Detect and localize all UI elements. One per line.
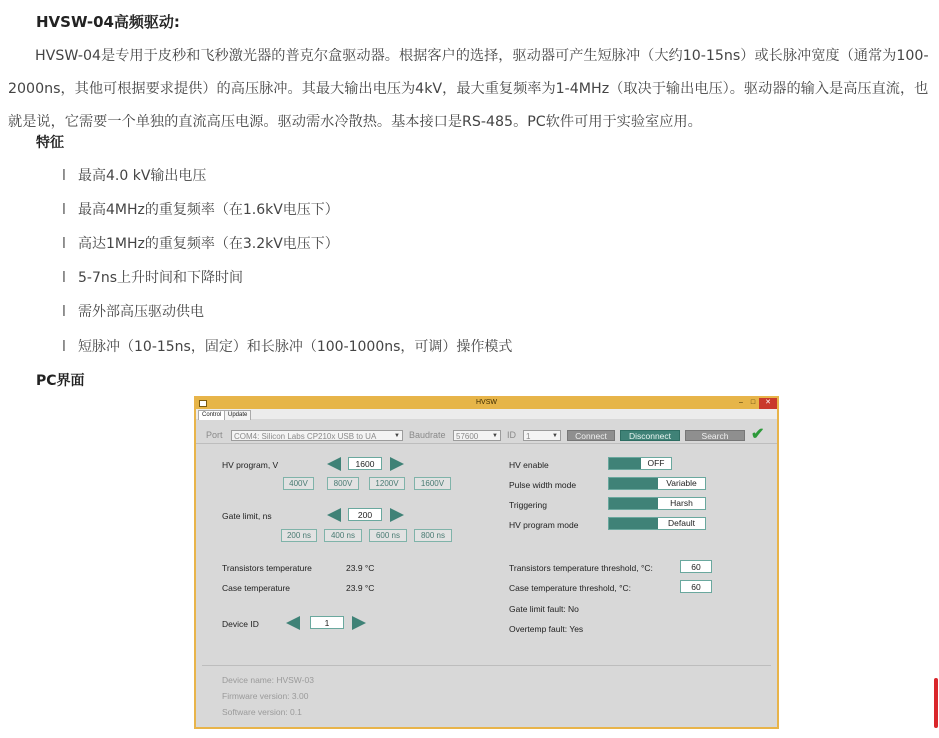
gate-limit-label: Gate limit, ns (222, 511, 272, 521)
device-name: Device name: HVSW-03 (222, 675, 314, 685)
preset-800ns-button[interactable]: 800 ns (414, 529, 452, 542)
search-button[interactable]: Search (685, 430, 745, 441)
preset-400ns-button[interactable]: 400 ns (324, 529, 362, 542)
connection-bar (196, 419, 777, 444)
bullet-marker: l (62, 236, 66, 252)
hv-program-mode-toggle[interactable] (608, 517, 706, 530)
baudrate-value: 57600 (456, 432, 479, 441)
minimize-icon[interactable]: – (739, 399, 743, 406)
increase-gate-arrow-icon[interactable] (390, 508, 404, 522)
pc-interface-heading: PC界面 (36, 373, 85, 389)
overtemp-fault-status: Overtemp fault: Yes (509, 624, 584, 634)
increase-device-id-arrow-icon[interactable] (352, 616, 366, 630)
check-icon: ✔ (751, 426, 765, 443)
hv-enable-toggle[interactable] (608, 457, 672, 470)
tab-update[interactable]: Update (224, 410, 251, 420)
intro-paragraph: HVSW-04是专用于皮秒和飞秒激光器的普克尔盒驱动器。根据客户的选择，驱动器可产生短脉冲（大约10-15ns）或长脉冲宽度（通常为100-2000ns，其他可根据要求提供）的高压脉冲。其最大输出电压为4kV，最大重复频率为1-4MHz（取决于输出电压）。驱动器的输入是高压直流，也就是说，它需要一个单独的直流高压电源。驱动需水冷散热。基本接口是RS-485。PC软件可用于实验室应用。 (8, 48, 929, 130)
feature-text: 高达1MHz的重复频率（在3.2kV电压下） (78, 236, 339, 252)
feature-text: 需外部高压驱动供电 (78, 304, 204, 320)
feature-item (62, 267, 243, 287)
preset-400v-button[interactable]: 400V (283, 477, 314, 490)
hv-program-input[interactable]: 1600 (348, 457, 382, 470)
pulse-width-mode-label: Pulse width mode (509, 480, 577, 490)
toggle-knob (609, 458, 641, 469)
gate-limit-input[interactable]: 200 (348, 508, 382, 521)
triggering-value: Harsh (658, 498, 705, 509)
transistors-threshold-label: Transistors temperature threshold, °C: (509, 563, 653, 573)
window-title: HVSW (476, 399, 497, 406)
window-titlebar (196, 398, 777, 409)
toggle-knob (609, 498, 658, 509)
preset-200ns-button[interactable]: 200 ns (281, 529, 317, 542)
feature-item (62, 301, 204, 321)
hv-program-label: HV program, V (222, 460, 279, 470)
tab-strip (196, 409, 777, 419)
hv-enable-label: HV enable (509, 460, 549, 470)
preset-800v-button[interactable]: 800V (327, 477, 359, 490)
case-temperature-value: 23.9 °C (346, 583, 375, 593)
hv-program-mode-label: HV program mode (509, 520, 579, 530)
port-value: COM4: Silicon Labs CP210x USB to UA (234, 432, 377, 441)
decrease-gate-arrow-icon[interactable] (327, 508, 341, 522)
preset-600ns-button[interactable]: 600 ns (369, 529, 407, 542)
case-threshold-input[interactable]: 60 (680, 580, 712, 593)
feature-item (62, 165, 206, 185)
window-controls (735, 398, 777, 409)
chevron-down-icon: ▼ (394, 433, 400, 439)
toggle-knob (609, 518, 658, 529)
firmware-version: Firmware version: 3.00 (222, 691, 309, 701)
increase-hv-arrow-icon[interactable] (390, 457, 404, 471)
bullet-marker: l (62, 202, 66, 218)
case-threshold-label: Case temperature threshold, °C: (509, 583, 631, 593)
maximize-icon[interactable]: □ (750, 399, 756, 406)
chevron-down-icon: ▼ (492, 433, 498, 439)
port-label: Port (206, 430, 223, 440)
port-select[interactable] (231, 430, 403, 441)
triggering-toggle[interactable] (608, 497, 706, 510)
doc-title: HVSW-04高频驱动: (36, 13, 180, 31)
transistors-temperature-value: 23.9 °C (346, 563, 375, 573)
bullet-marker: l (62, 270, 66, 286)
baudrate-label: Baudrate (409, 430, 446, 440)
transistors-threshold-input[interactable]: 60 (680, 560, 712, 573)
decrease-hv-arrow-icon[interactable] (327, 457, 341, 471)
id-select[interactable] (523, 430, 561, 441)
transistors-temperature-label: Transistors temperature (222, 563, 312, 573)
hv-program-mode-value: Default (658, 518, 705, 529)
app-window (194, 396, 779, 729)
feature-text: 短脉冲（10-15ns，固定）和长脉冲（100-1000ns，可调）操作模式 (78, 339, 513, 355)
bullet-marker: l (62, 304, 66, 320)
connect-button[interactable]: Connect (567, 430, 615, 441)
triggering-label: Triggering (509, 500, 547, 510)
pulse-width-mode-toggle[interactable] (608, 477, 706, 490)
id-label: ID (507, 430, 516, 440)
feature-text: 最高4.0 kV输出电压 (78, 168, 207, 184)
gate-limit-fault-status: Gate limit fault: No (509, 604, 579, 614)
feature-item (62, 233, 339, 253)
close-icon[interactable]: ✕ (759, 398, 777, 409)
disconnect-button[interactable]: Disconnect (620, 430, 680, 441)
footer-divider (202, 665, 771, 666)
bullet-marker: l (62, 339, 66, 355)
id-value: 1 (526, 432, 531, 441)
pulse-width-mode-value: Variable (658, 478, 705, 489)
preset-1200v-button[interactable]: 1200V (369, 477, 405, 490)
case-temperature-label: Case temperature (222, 583, 291, 593)
scroll-indicator[interactable] (934, 678, 938, 728)
chevron-down-icon: ▼ (552, 433, 558, 439)
software-version: Software version: 0.1 (222, 707, 302, 717)
toggle-knob (609, 478, 658, 489)
feature-item (62, 336, 512, 356)
decrease-device-id-arrow-icon[interactable] (286, 616, 300, 630)
tab-control[interactable]: Control (198, 410, 225, 420)
baudrate-select[interactable] (453, 430, 501, 441)
feature-item (62, 199, 339, 219)
feature-text: 5-7ns上升时间和下降时间 (78, 270, 244, 286)
device-id-input[interactable]: 1 (310, 616, 344, 629)
feature-text: 最高4MHz的重复频率（在1.6kV电压下） (78, 202, 339, 218)
device-id-label: Device ID (222, 619, 259, 629)
hv-enable-value: OFF (641, 458, 671, 469)
features-heading: 特征 (36, 135, 64, 151)
bullet-marker: l (62, 168, 66, 184)
preset-1600v-button[interactable]: 1600V (414, 477, 451, 490)
